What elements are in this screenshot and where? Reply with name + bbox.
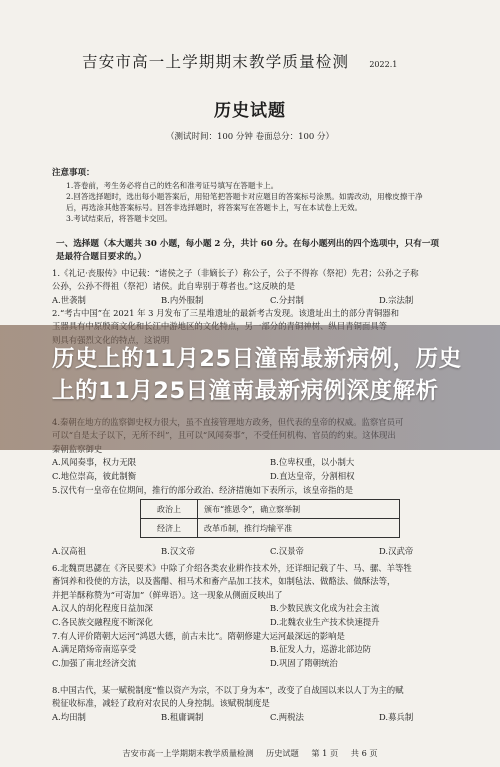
- policy-table: [140, 499, 400, 538]
- question-text: 8.中国古代，某一赋税制度“惟以资产为宗，不以丁身为本”，改变了自战国以来以人丁为主的赋: [52, 685, 404, 695]
- table-cell-key: 政治上: [141, 500, 198, 519]
- option: A.汉高祖: [52, 546, 86, 556]
- footer-subject: 历史试题: [266, 748, 299, 758]
- option-row: [52, 294, 488, 307]
- table-cell-key: 经济上: [141, 519, 198, 538]
- section-title-cont: 是最符合题目要求的。）: [56, 252, 147, 262]
- question-text: 6.北魏贾思勰在《齐民要术》中除了介绍各类农业耕作技术外，还详细记载了牛、马、骡、羊等牲: [52, 563, 412, 573]
- question-text: 并把羊酥称赞为“可寄加”（鲜卑语）。这一现象从侧面反映出了: [52, 589, 283, 600]
- option: A.汉人的胡化程度日益加深: [52, 603, 153, 614]
- option-row: [52, 470, 488, 483]
- exam-title: 吉安市高一上学期期末教学质量检测: [82, 53, 350, 71]
- option: A.世袭制: [52, 294, 86, 305]
- option: C.地位崇高，彼此制衡: [52, 470, 137, 481]
- option: C.各民族交融程度不断深化: [52, 616, 153, 627]
- option-row: [52, 456, 488, 469]
- question-6: [52, 562, 488, 629]
- option: D.募兵制: [379, 711, 414, 722]
- option: D.汉武帝: [379, 546, 414, 556]
- option: D.宗法制: [379, 294, 414, 305]
- option: B.位卑权重，以小制大: [270, 457, 355, 468]
- notice-line: 后，再选涂其他答案标号。回答非选择题时，将答案写在答题卡上，写在本试卷上无效。: [66, 203, 363, 212]
- option: B.征发人力，巡游北部边防: [270, 644, 371, 655]
- footer-total: 共 6 页: [350, 748, 378, 758]
- option-row: [52, 616, 488, 629]
- page-footer: [0, 748, 500, 759]
- table-cell-value: 改革币制，推行均输平准: [198, 519, 400, 538]
- time-info: （测试时间：100 分钟 卷面总分：100 分）: [165, 132, 335, 142]
- option: C.两税法: [270, 711, 304, 722]
- question-text: 畜饲养和役使的方法，以及酱醋、相马术和畜产品加工技术，如制毡法、做酪法、做酥法等，: [52, 576, 396, 587]
- exam-date: 2022.1: [369, 60, 398, 69]
- headline-banner: [0, 325, 500, 450]
- exam-header: [82, 50, 482, 72]
- option-row: [52, 643, 488, 656]
- option: D.直达皇帝，分割相权: [270, 470, 355, 481]
- question-text: 1.《礼记·丧服传》中记载：“诸侯之子（非嫡长子）称公子，公子不得祢（祭祀）先君；公孙之子称: [52, 268, 419, 278]
- notice-line: 2.回答选择题时，选出每小题答案后，用铅笔把答题卡对应题目的答案标号涂黑。如需改动，用橡皮擦干净: [66, 192, 423, 201]
- table-cell-value: 颁布“推恩令”，确立察举制: [198, 500, 400, 519]
- question-1: [52, 267, 488, 307]
- subject-title: 历史试题: [214, 101, 286, 121]
- question-text: 2.“考古中国”在 2021 年 3 月发布了三星堆遗址的最新考古发现。该遗址出土的部分青铜器和: [52, 308, 399, 318]
- option: B.汉文帝: [161, 546, 195, 556]
- notice-block: [66, 180, 466, 224]
- question-text: 公孙，公孙不得祖（祭祀）诸侯。此自卑别于尊者也。”这反映的是: [52, 281, 295, 292]
- notice-line: 3.考试结束后，将答题卡交回。: [66, 214, 172, 223]
- question-5: [52, 484, 488, 497]
- question-5-options: [52, 545, 488, 558]
- option-row: [52, 711, 488, 724]
- option-row: [52, 545, 488, 558]
- notice-title: 注意事项：: [52, 168, 95, 178]
- option: A.满足隋炀帝南巡享受: [52, 644, 137, 655]
- option: C.分封制: [270, 294, 304, 305]
- question-8: [52, 684, 488, 724]
- option: B.租庸调制: [161, 711, 204, 722]
- question-text: 7.有人评价隋朝大运河“鸿恩大德，前古未比”。隋朝修建大运河最深远的影响是: [52, 631, 345, 641]
- option: D.巩固了隋朝统治: [270, 657, 338, 668]
- option: A.均田制: [52, 711, 86, 722]
- notice-line: 1.答卷前，考生务必将自己的姓名和准考证号填写在答题卡上。: [66, 181, 279, 190]
- banner-headline: 历史上的11月25日潼南最新病例，历史上的11月25日潼南最新病例深度解析: [52, 346, 462, 404]
- option: B.少数民族文化成为社会主流: [270, 603, 380, 614]
- section-heading: [56, 238, 481, 264]
- question-text: 5.汉代有一皇帝在位期间，推行的部分政治、经济措施如下表所示，该皇帝指的是: [52, 485, 354, 495]
- question-text: 税征收标准，减轻了政府对农民的人身控制。该赋税制度是: [52, 698, 270, 709]
- table-row: [141, 500, 400, 519]
- footer-page: 第 1 页: [311, 748, 339, 758]
- option-row: [52, 602, 488, 615]
- option: C.加强了南北经济交流: [52, 657, 137, 668]
- section-title: 一、选择题（本大题共 30 小题，每小题 2 分，共计 60 分。在每小题列出的四个选项中，只有一项: [56, 239, 440, 249]
- option: B.内外服制: [161, 294, 204, 305]
- option: D.北魏农业生产技术快速提升: [270, 616, 380, 627]
- table-row: [141, 519, 400, 538]
- option-row: [52, 657, 488, 670]
- option: C.汉景帝: [270, 546, 304, 556]
- footer-exam: 吉安市高一上学期期末教学质量检测: [122, 748, 254, 758]
- question-7: [52, 630, 488, 670]
- option: A.风闻奏事，权力无限: [52, 457, 137, 468]
